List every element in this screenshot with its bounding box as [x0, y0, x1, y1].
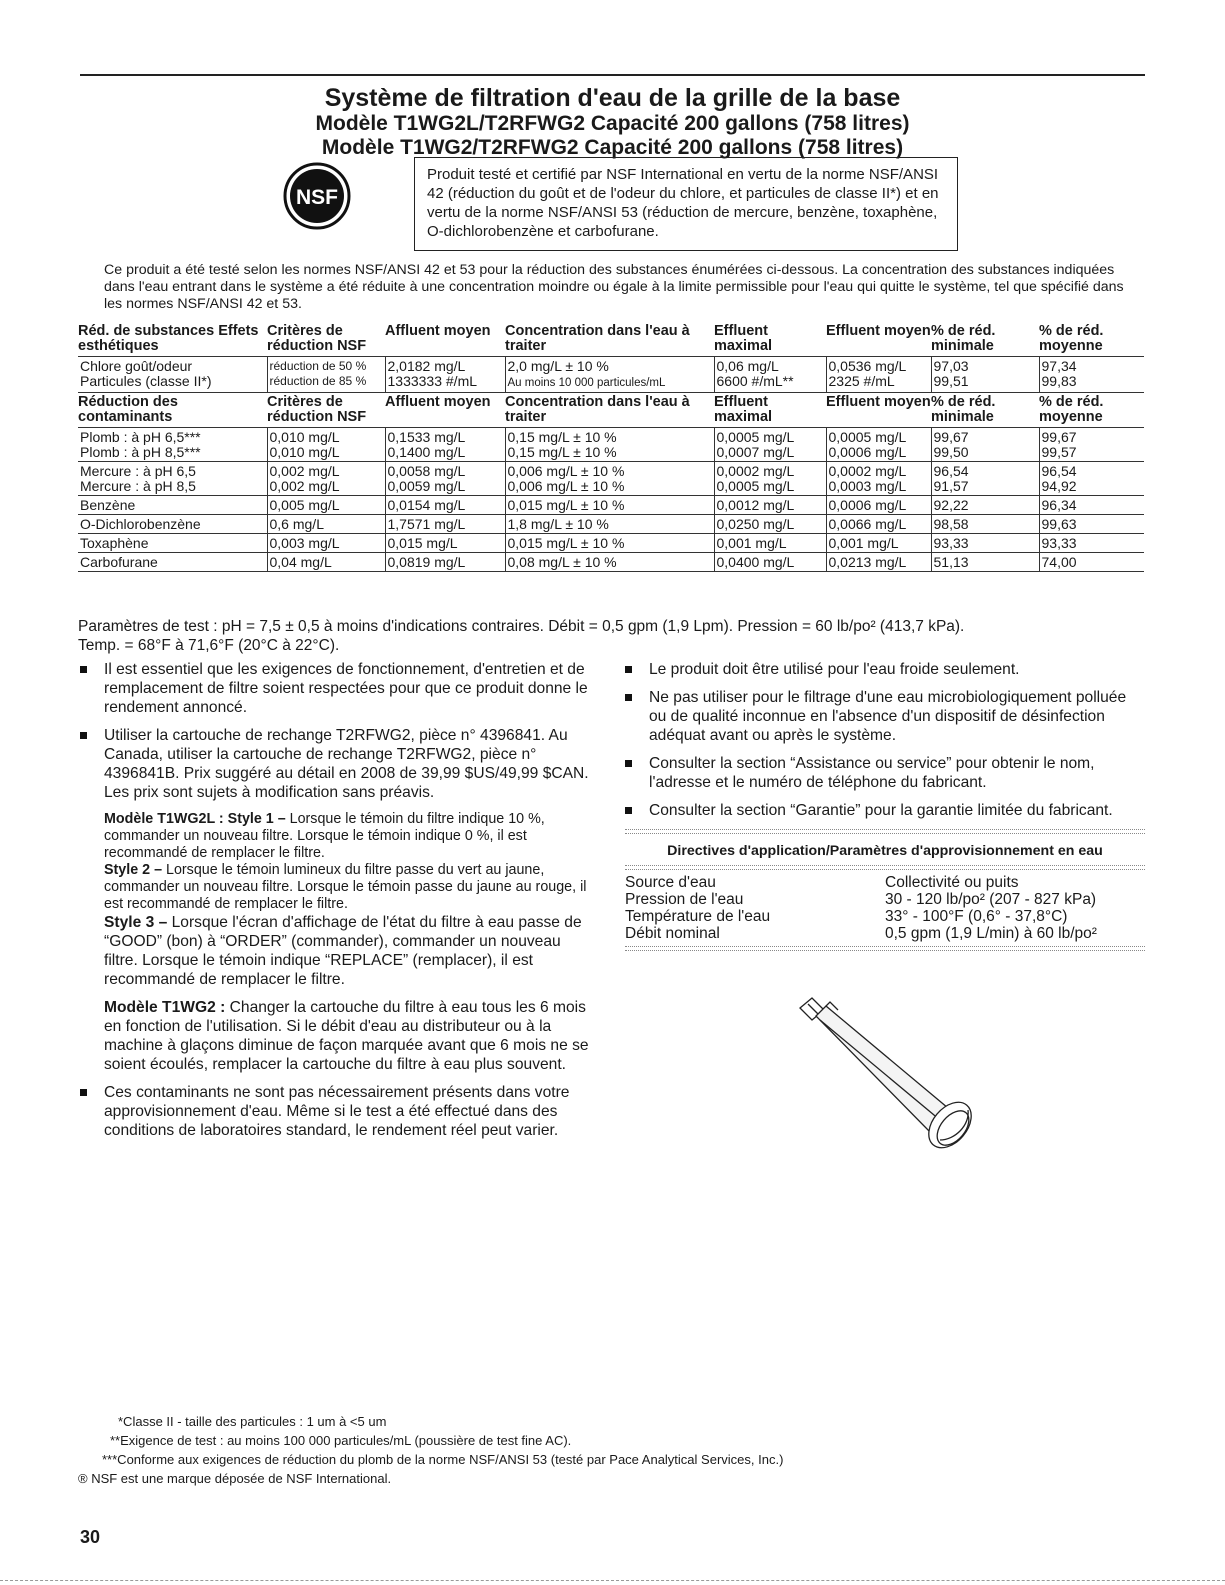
table-cell: 0,08 mg/L ± 10 %	[505, 553, 714, 572]
table-cell: Toxaphène	[78, 534, 267, 553]
table-cell: 96,34	[1039, 496, 1144, 515]
footnote-4: ® NSF est une marque déposée de NSF International.	[78, 1471, 392, 1486]
table-row	[78, 496, 1144, 515]
table-cell: 0,001 mg/L	[714, 534, 826, 553]
footnote-1: *Classe II - taille des particules : 1 um à <5 um	[118, 1414, 387, 1429]
table-cell: 0,015 mg/L ± 10 %	[505, 496, 714, 515]
table-row	[78, 515, 1144, 534]
page-title: Système de filtration d'eau de la grille de la base	[324, 84, 901, 112]
table-cell: 97,34 99,83	[1039, 357, 1144, 393]
bullet-text: Ne pas utiliser pour le filtrage d'une eau microbiologiquement polluée ou de qualité inconnue en l'absence d'un dispositif de désinfection adéquat avant ou après le système.	[649, 689, 1127, 744]
th-avg-reduction: % de réd. moyenne	[1039, 324, 1144, 357]
footnotes	[78, 1412, 783, 1488]
style-1-text: Lorsque le témoin du filtre indique 10 %, commander un nouveau filtre. Lorsque le témoin indique 0 %, il est recommandé de remplacer le filtre.	[104, 811, 545, 861]
table-cell: 0,0002 mg/L 0,0005 mg/L	[714, 462, 826, 496]
table-cell: 96,54 94,92	[1039, 462, 1144, 496]
table-cell: 0,001 mg/L	[826, 534, 931, 553]
table-cell: 2,0 mg/L ± 10 % Au moins 10 000 particules/mL	[505, 357, 714, 393]
model-line-2: Modèle T1WG2/T2RFWG2 Capacité 200 gallons (758 litres)	[321, 136, 904, 159]
th-concentration: Concentration dans l'eau à traiter	[505, 324, 714, 357]
list-item	[80, 726, 590, 802]
table-cell: 99,67 99,50	[931, 428, 1039, 462]
table-cell: 0,0012 mg/L	[714, 496, 826, 515]
nsf-logo-text: NSF	[296, 186, 338, 209]
title-block	[0, 84, 1225, 160]
table-cell: 0,0400 mg/L	[714, 553, 826, 572]
dotted-divider	[625, 865, 1145, 870]
directives-key: Pression de l'eau	[625, 891, 744, 908]
table-cell: 0,0213 mg/L	[826, 553, 931, 572]
table-cell: Plomb : à pH 6,5*** Plomb : à pH 8,5***	[78, 428, 267, 462]
th-min-reduction: % de réd. minimale	[931, 324, 1039, 357]
table-cell: 0,003 mg/L	[267, 534, 385, 553]
style-1-note	[104, 811, 590, 989]
intro-paragraph: Ce produit a été testé selon les normes NSF/ANSI 42 et 53 pour la réduction des substances énumérées ci-dessous. La concentration des substances indiquées dans l'eau entrant dans le système a été réduite à une concentration moindre ou égale à la limite permissible pour l'eau qui quitte le système, tel que spécifié dans les normes NSF/ANSI 42 et 53.	[104, 262, 1124, 312]
th-influent: Affluent moyen	[385, 324, 505, 357]
certification-box: Produit testé et certifié par NSF International en vertu de la norme NSF/ANSI 42 (réduction du goût et de l'odeur du chlore, et particules de classe II*) et en vertu de la norme NSF/ANSI 53 (réduction de mercure, benzène, toxaphène, O-dichlorobenzène et carbofurane.	[414, 157, 958, 251]
table-cell: 98,58	[931, 515, 1039, 534]
table-cell: 0,0058 mg/L 0,0059 mg/L	[385, 462, 505, 496]
bullet-icon	[625, 760, 632, 767]
table-cell: Benzène	[78, 496, 267, 515]
performance-table	[78, 324, 1144, 572]
directives-row	[625, 908, 1145, 925]
directives-row	[625, 891, 1145, 908]
table-cell: 2,0182 mg/L 1333333 #/mL	[385, 357, 505, 393]
table-cell: 0,0154 mg/L	[385, 496, 505, 515]
table-cell: 51,13	[931, 553, 1039, 572]
footnote-2: **Exigence de test : au moins 100 000 particules/mL (poussière de test fine AC).	[110, 1433, 572, 1448]
list-item	[625, 754, 1145, 792]
th2-min-reduction: % de réd. minimale	[931, 393, 1039, 428]
filter-cartridge-icon	[790, 990, 990, 1160]
table-cell: 0,002 mg/L 0,002 mg/L	[267, 462, 385, 496]
bullet-text: Ces contaminants ne sont pas nécessairement présents dans votre approvisionnement d'eau. Même si le test a été effectué dans des conditions de laboratoires standard, le rendement réel peut varier.	[104, 1084, 570, 1139]
table-cell: 92,22	[931, 496, 1039, 515]
directives-value: 33° - 100°F (0,6° - 37,8°C)	[885, 908, 1068, 925]
left-column	[80, 660, 590, 1149]
table-cell: 1,7571 mg/L	[385, 515, 505, 534]
table-cell: Mercure : à pH 6,5 Mercure : à pH 8,5	[78, 462, 267, 496]
table-cell: 0,005 mg/L	[267, 496, 385, 515]
footnote-3: ***Conforme aux exigences de réduction du plomb de la norme NSF/ANSI 53 (testé par Pace Analytical Services, Inc.)	[102, 1452, 784, 1467]
th-substance: Réd. de substances Effets esthétiques	[78, 324, 267, 357]
table-cell: 96,54 91,57	[931, 462, 1039, 496]
table-row	[78, 428, 1144, 462]
table-cell: 0,1533 mg/L 0,1400 mg/L	[385, 428, 505, 462]
table-cell: réduction de 50 % réduction de 85 %	[267, 357, 385, 393]
table-cell: 0,0250 mg/L	[714, 515, 826, 534]
style-2-label: Style 2 –	[104, 862, 163, 878]
list-item	[625, 688, 1145, 745]
bullet-icon	[80, 1089, 87, 1096]
th2-effluent-max: Effluent maximal	[714, 393, 826, 428]
table-cell: O-Dichlorobenzène	[78, 515, 267, 534]
th2-criteria: Critères de réduction NSF	[267, 393, 385, 428]
table-cell: 0,6 mg/L	[267, 515, 385, 534]
th2-avg-reduction: % de réd. moyenne	[1039, 393, 1144, 428]
bullet-text: Consulter la section “Assistance ou service” pour obtenir le nom, l'adresse et le numéro de téléphone du fabricant.	[649, 755, 1095, 791]
table-cell: 74,00	[1039, 553, 1144, 572]
directives-value: 30 - 120 lb/po² (207 - 827 kPa)	[885, 891, 1097, 908]
test-parameters-line1: Paramètres de test : pH = 7,5 ± 0,5 à moins d'indications contraires. Débit = 0,5 gpm (1,9 Lpm). Pression = 60 lb/po² (413,7 kPa).	[78, 618, 965, 635]
th2-effluent-avg: Effluent moyen	[826, 393, 931, 428]
directives-title: Directives d'application/Paramètres d'approvisionnement en eau	[667, 843, 1103, 859]
table-cell: Carbofurane	[78, 553, 267, 572]
nsf-logo-icon	[283, 162, 351, 230]
th-criteria: Critères de réduction NSF	[267, 324, 385, 357]
table-row	[78, 357, 1144, 393]
table-cell: 0,0066 mg/L	[826, 515, 931, 534]
list-item	[625, 660, 1145, 679]
model-t1wg2-note	[104, 998, 590, 1074]
table-cell: 99,67 99,57	[1039, 428, 1144, 462]
dotted-divider	[625, 829, 1145, 834]
list-item	[80, 660, 590, 717]
style-1-label: Modèle T1WG2L : Style 1 –	[104, 811, 286, 827]
table-cell: 97,03 99,51	[931, 357, 1039, 393]
th2-substance: Réduction des contaminants	[78, 393, 267, 428]
directives-key: Débit nominal	[625, 925, 720, 942]
table-cell: Chlore goût/odeur Particules (classe II*)	[78, 357, 267, 393]
th2-concentration: Concentration dans l'eau à traiter	[505, 393, 714, 428]
page-number: 30	[80, 1527, 101, 1547]
bullet-text: Consulter la section “Garantie” pour la garantie limitée du fabricant.	[649, 802, 1113, 819]
bullet-text: Utiliser la cartouche de rechange T2RFWG2, pièce n° 4396841. Au Canada, utiliser la cartouche de rechange T2RFWG2, pièce n° 4396841B. Prix suggéré au détail en 2008 de 39,99 $US/49,99 $CAN. Les prix sont sujets à modification sans préavis.	[104, 727, 589, 801]
table-cell: 0,0536 mg/L 2325 #/mL	[826, 357, 931, 393]
test-parameters-line2: Temp. = 68°F à 71,6°F (20°C à 22°C).	[78, 637, 340, 654]
table-row	[78, 534, 1144, 553]
bullet-icon	[80, 732, 87, 739]
model-t1wg2-text: Changer la cartouche du filtre à eau tous les 6 mois en fonction de l'utilisation. Si le débit d'eau au distributeur ou à la machine à glaçons diminue de façon marquée avant que 6 mois ne se soient écoulés, remplacer la cartouche du filtre à eau plus souvent.	[104, 999, 589, 1073]
directives-value: 0,5 gpm (1,9 L/min) à 60 lb/po²	[885, 925, 1097, 942]
model-t1wg2-label: Modèle T1WG2 :	[104, 999, 226, 1016]
bullet-text: Le produit doit être utilisé pour l'eau froide seulement.	[649, 661, 1020, 678]
model-line-1: Modèle T1WG2L/T2RFWG2 Capacité 200 gallons (758 litres)	[315, 112, 910, 135]
table-header-contaminants	[78, 393, 1144, 428]
table-cell: 0,0005 mg/L 0,0007 mg/L	[714, 428, 826, 462]
table-cell: 0,15 mg/L ± 10 % 0,15 mg/L ± 10 %	[505, 428, 714, 462]
table-cell: 0,06 mg/L 6600 #/mL**	[714, 357, 826, 393]
table-row	[78, 553, 1144, 572]
table-cell: 93,33	[1039, 534, 1144, 553]
bullet-text: Il est essentiel que les exigences de fonctionnement, d'entretien et de remplacement de filtre soient respectées pour que ce produit donne le rendement annoncé.	[104, 661, 588, 716]
table-cell: 1,8 mg/L ± 10 %	[505, 515, 714, 534]
top-rule	[80, 74, 1145, 76]
table-cell: 93,33	[931, 534, 1039, 553]
test-parameters	[78, 617, 1144, 655]
style-3-label: Style 3 –	[104, 914, 168, 931]
table-cell: 0,0006 mg/L	[826, 496, 931, 515]
bullet-icon	[625, 694, 632, 701]
table-header-aesthetic	[78, 324, 1144, 357]
table-cell: 0,015 mg/L	[385, 534, 505, 553]
table-cell: 0,010 mg/L 0,010 mg/L	[267, 428, 385, 462]
directives-row	[625, 874, 1145, 891]
list-item	[80, 1083, 590, 1140]
dotted-divider	[625, 946, 1145, 951]
table-cell: 0,0002 mg/L 0,0003 mg/L	[826, 462, 931, 496]
table-cell: 0,0005 mg/L 0,0006 mg/L	[826, 428, 931, 462]
directives-row	[625, 925, 1145, 942]
list-item	[625, 801, 1145, 820]
style-2-text: Lorsque le témoin lumineux du filtre passe du vert au jaune, commander un nouveau filtre. Lorsque le témoin passe du jaune au rouge, il est recommandé de remplacer le filtre.	[104, 862, 587, 912]
directives-value: Collectivité ou puits	[885, 874, 1019, 891]
table-cell: 0,006 mg/L ± 10 % 0,006 mg/L ± 10 %	[505, 462, 714, 496]
bullet-icon	[80, 666, 87, 673]
th-effluent-avg: Effluent moyen	[826, 324, 931, 357]
table-cell: 0,04 mg/L	[267, 553, 385, 572]
table-row	[78, 462, 1144, 496]
directives-key: Température de l'eau	[625, 908, 771, 925]
bullet-icon	[625, 666, 632, 673]
table-cell: 0,0819 mg/L	[385, 553, 505, 572]
th2-influent: Affluent moyen	[385, 393, 505, 428]
bottom-rule	[0, 1580, 1225, 1582]
right-column	[625, 660, 1145, 955]
directives-list	[625, 874, 1145, 942]
bullet-icon	[625, 807, 632, 814]
th-effluent-max: Effluent maximal	[714, 324, 826, 357]
directives-key: Source d'eau	[625, 874, 716, 891]
table-cell: 99,63	[1039, 515, 1144, 534]
table-cell: 0,015 mg/L ± 10 %	[505, 534, 714, 553]
style-3-text: Lorsque l'écran d'affichage de l'état du filtre à eau passe de “GOOD” (bon) à “ORDER” (commander), commander un nouveau filtre. Lorsque le témoin indique “REPLACE” (remplacer), il est recommandé de remplacer le filtre.	[104, 914, 582, 988]
